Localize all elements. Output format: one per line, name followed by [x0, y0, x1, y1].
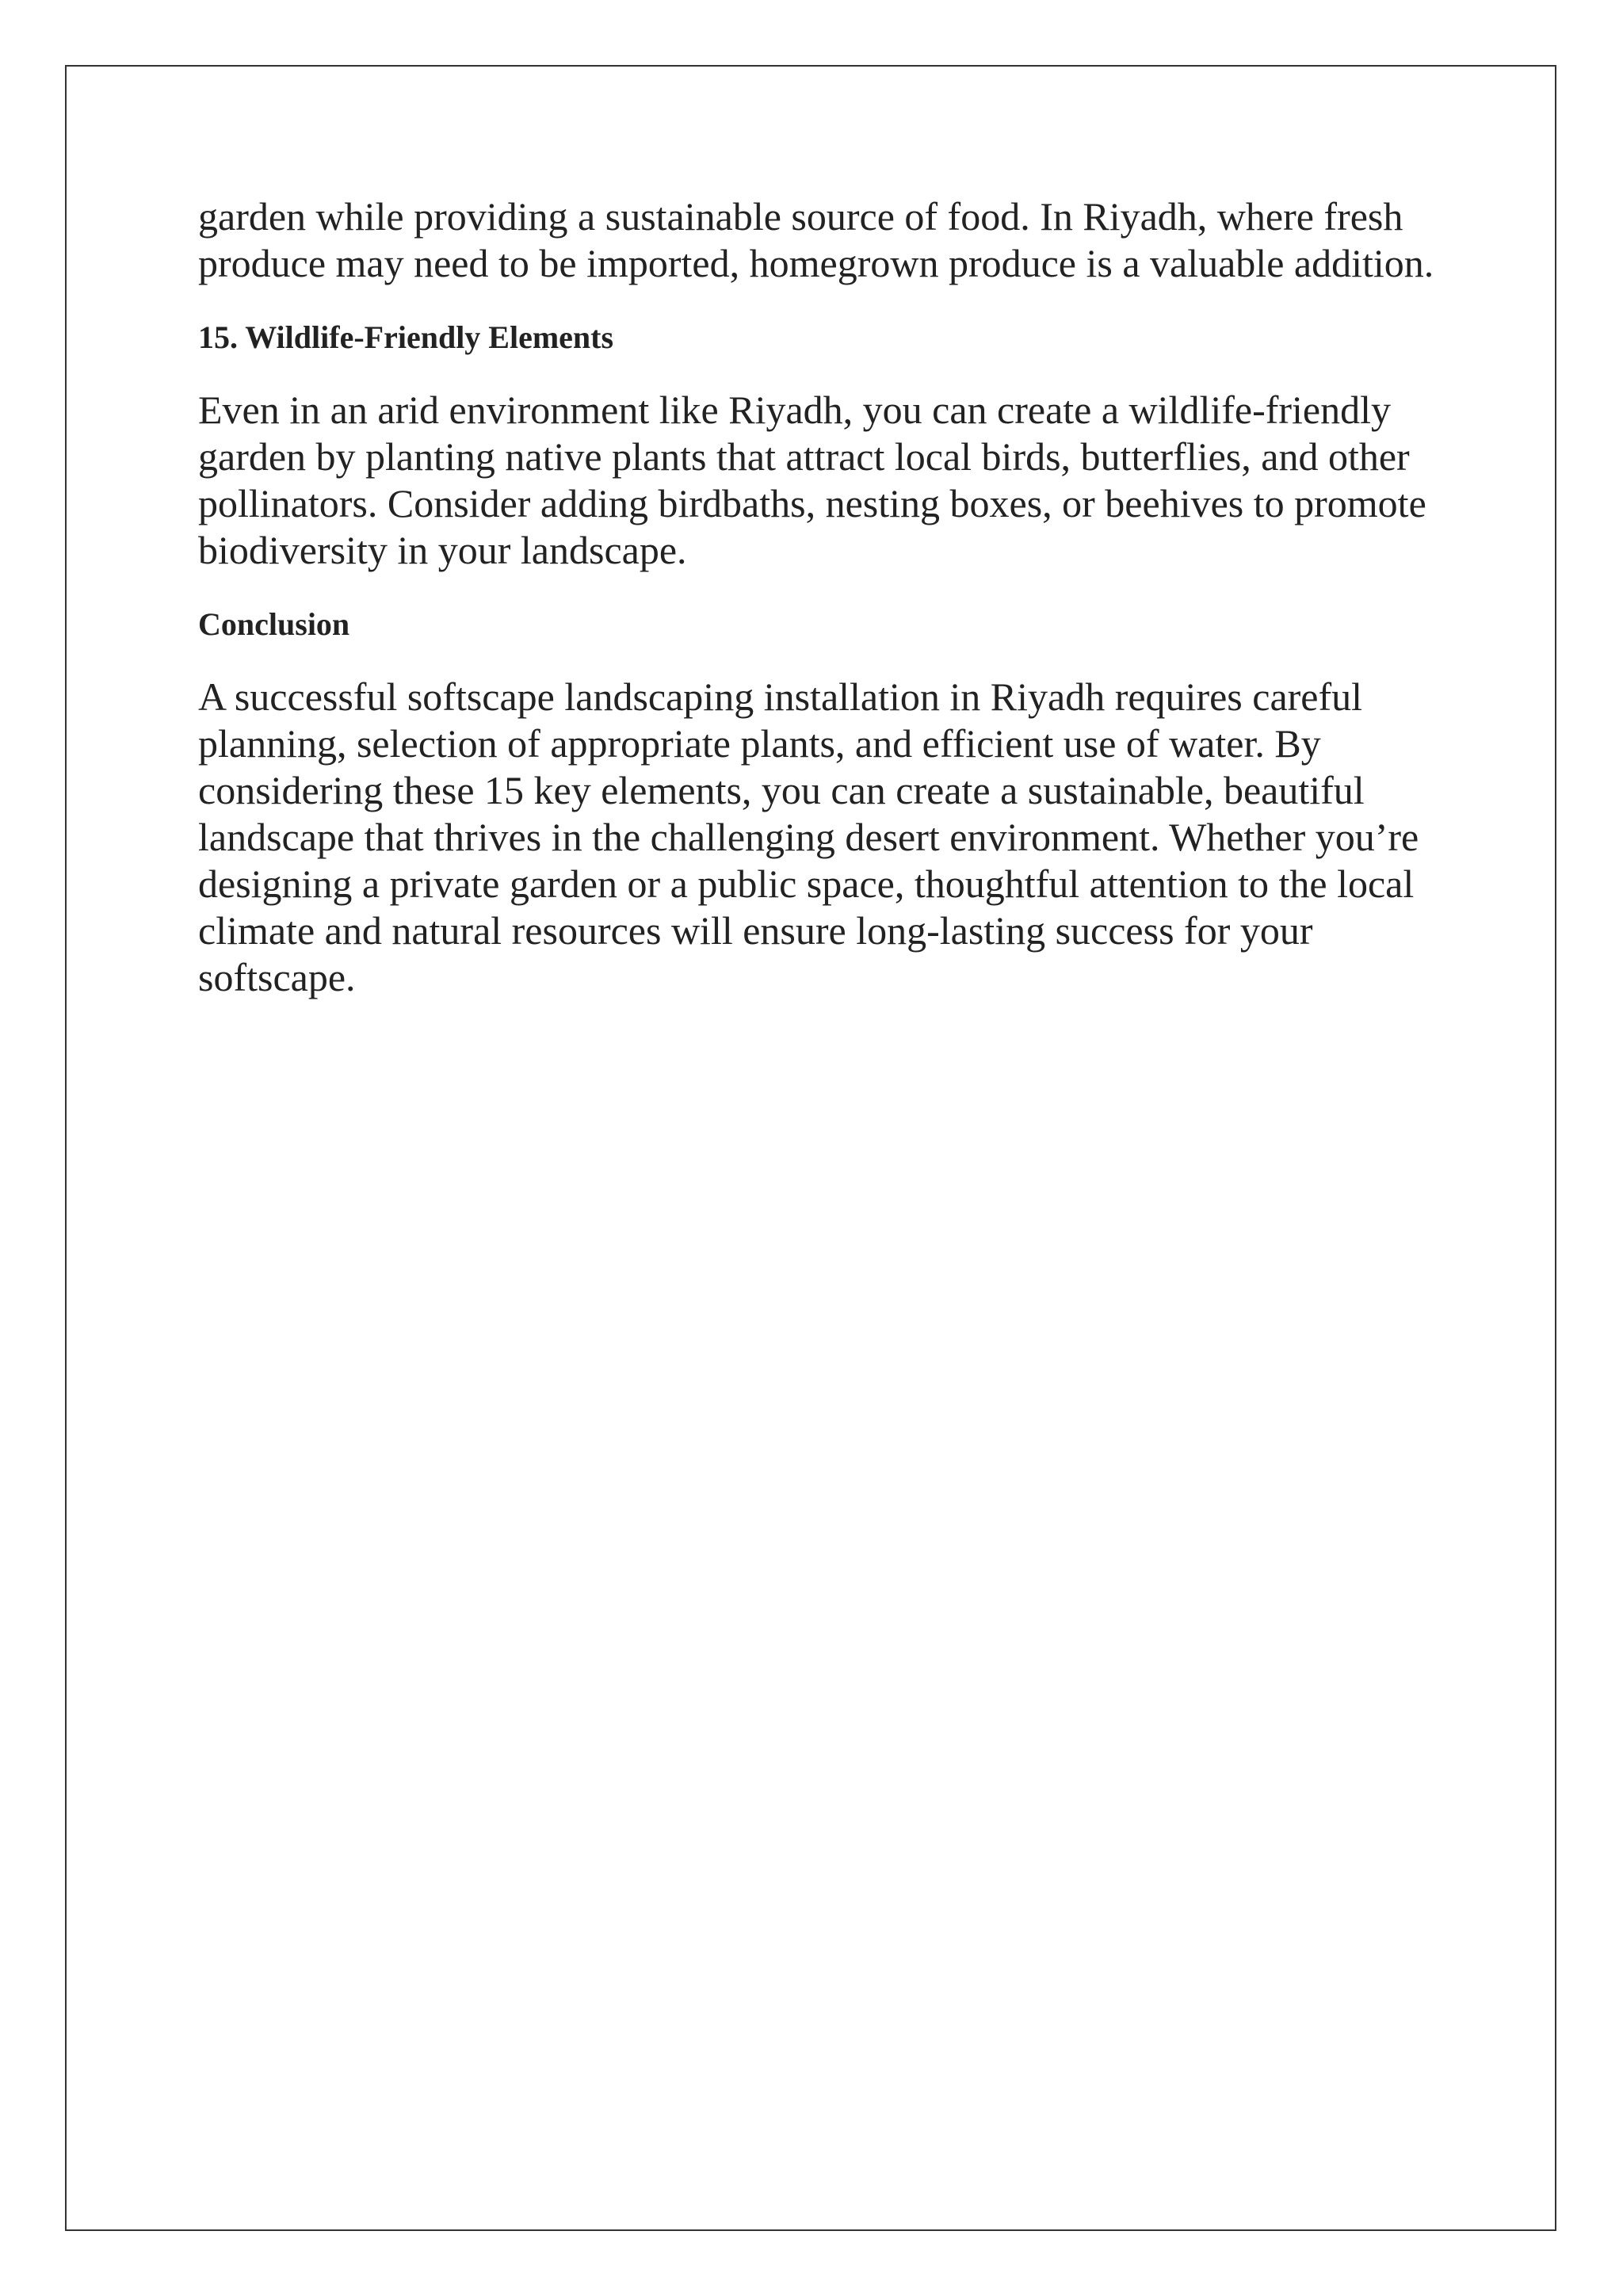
document-body — [198, 193, 1442, 1001]
section-heading-conclusion: Conclusion — [198, 606, 350, 642]
paragraph-wildlife: Even in an arid environment like Riyadh, you can create a wildlife-friendly garden by planting native plants that attract local birds, butterflies, and other pollinators. Consider adding birdbaths, nesting boxes, or beehives to promote biodiversity in your landscape. — [198, 388, 1426, 572]
paragraph-conclusion: A successful softscape landscaping installation in Riyadh requires careful planning, selection of appropriate plants, and efficient use of water. By considering these 15 key elements, you can create a sustainable, beautiful landscape that thrives in the challenging desert environment. Whether you’re designing a private garden or a public space, thoughtful attention to the local climate and natural resources will ensure long-lasting success for your softscape. — [198, 674, 1419, 999]
section-heading-wildlife: 15. Wildlife-Friendly Elements — [198, 319, 614, 355]
paragraph-intro: garden while providing a sustainable source of food. In Riyadh, where fresh produce may need to be imported, homegrown produce is a valuable addition. — [198, 194, 1434, 285]
